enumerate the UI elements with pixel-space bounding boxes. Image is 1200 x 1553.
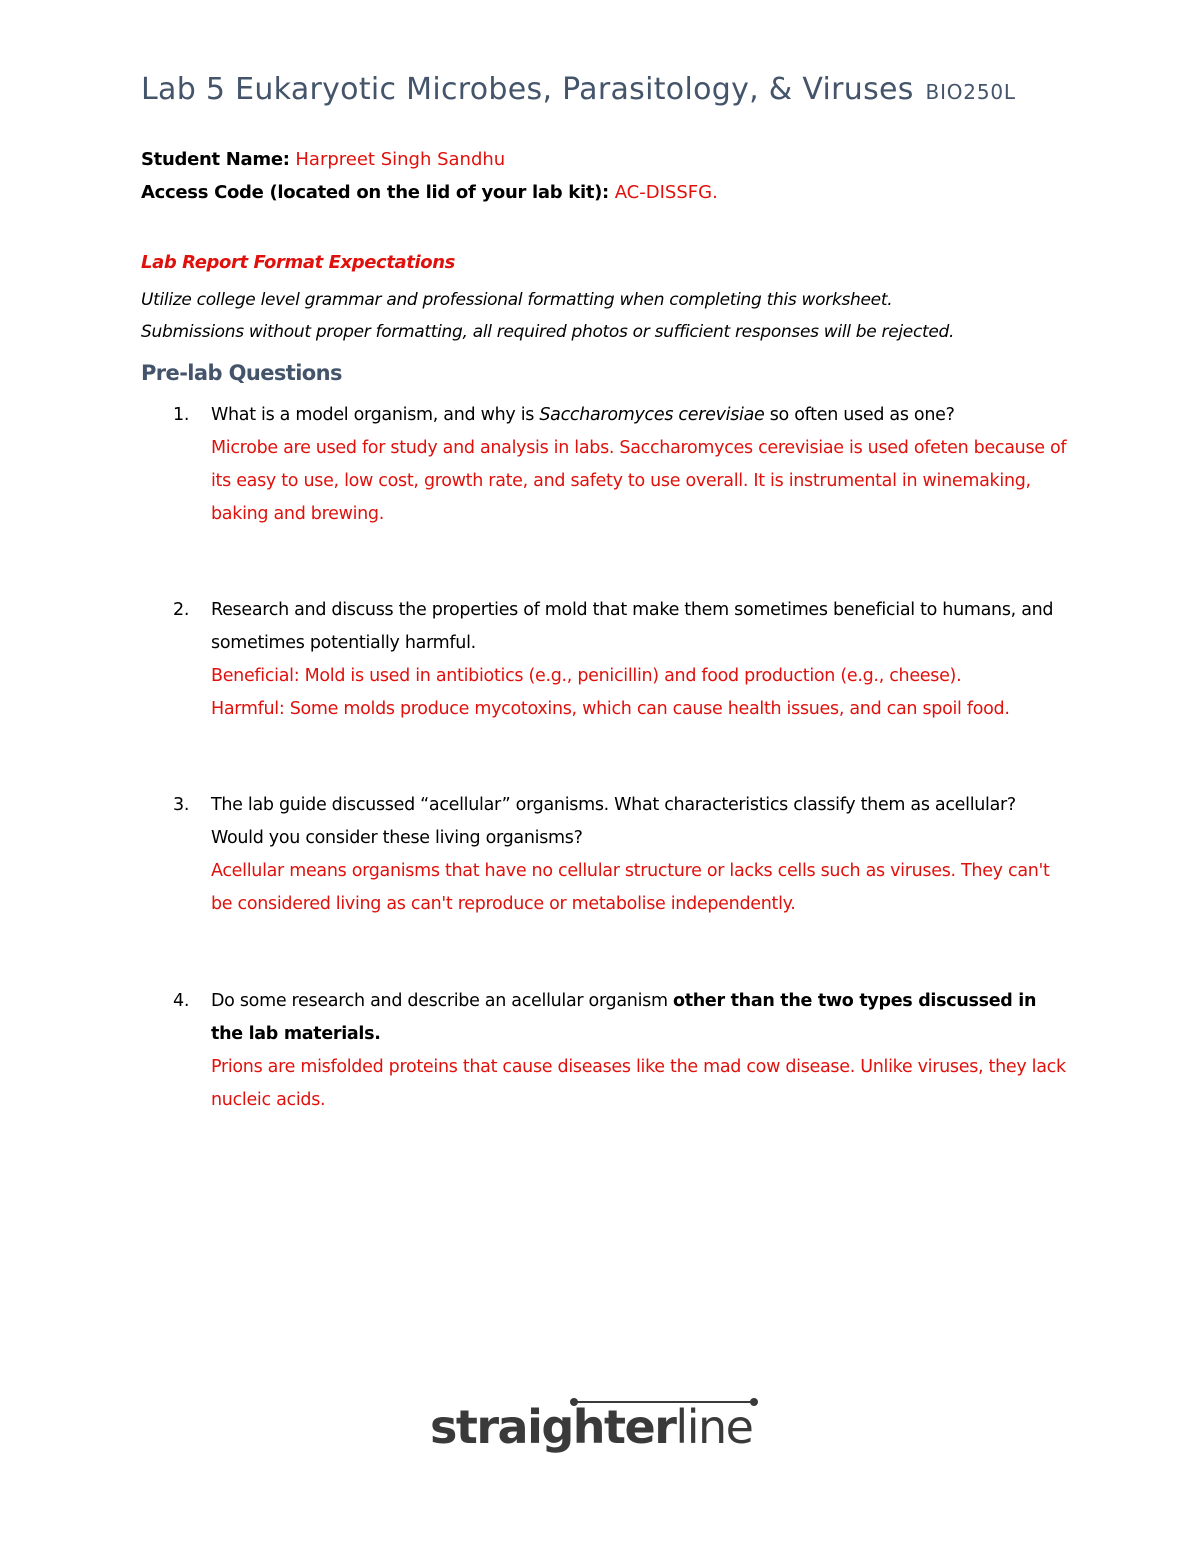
question-1 — [173, 399, 1073, 531]
question-text: Research and discuss the properties of mold that make them sometimes beneficial to humans, and sometimes potentially harmful. — [211, 600, 1054, 653]
question-number: 4. — [173, 991, 190, 1011]
logo-wordmark: straighterline — [430, 1400, 753, 1454]
title-text: Lab 5 Eukaryotic Microbes, Parasitology, & Viruses — [141, 72, 914, 107]
document-title — [141, 72, 1016, 107]
student-info — [141, 143, 718, 209]
answer-harmful: Harmful: Some molds produce mycotoxins, which can cause health issues, and can spoil food. — [211, 699, 1010, 719]
question-3 — [173, 789, 1073, 921]
access-code-row — [141, 176, 718, 209]
species-name: Saccharomyces cerevisiae — [539, 405, 765, 425]
answer-text: Acellular means organisms that have no cellular structure or lacks cells such as viruses. They can't be considered living as can't reproduce or metabolise independently. — [211, 861, 1050, 914]
question-text: What is a model organism, and why is Saccharomyces cerevisiae so often used as one? — [211, 405, 955, 425]
question-text: The lab guide discussed “acellular” organisms. What characteristics classify them as acellular? Would you consider these living organisms? — [211, 795, 1016, 848]
question-text: Do some research and describe an acellular organism other than the two types discussed in the lab materials. — [211, 991, 1037, 1044]
student-name-value: Harpreet Singh Sandhu — [295, 149, 506, 170]
course-code: BIO250L — [925, 80, 1016, 104]
access-code-value: AC-DISSFG. — [614, 182, 718, 203]
answer-text: Microbe are used for study and analysis in labs. Saccharomyces cerevisiae is used ofeten because of its easy to use, low cost, growth rate, and safety to use overall. It is instrumental in winemaking, baking and brewing. — [211, 438, 1067, 524]
format-line: Submissions without proper formatting, all required photos or sufficient responses will be rejected. — [141, 322, 955, 342]
question-number: 2. — [173, 600, 190, 620]
format-line: Utilize college level grammar and professional formatting when completing this worksheet. — [141, 290, 893, 310]
question-4 — [173, 985, 1073, 1117]
access-code-label: Access Code (located on the lid of your lab kit): — [141, 182, 609, 203]
student-name-row — [141, 143, 718, 176]
format-expectations-text — [141, 284, 954, 348]
emphasis-text: other than the two types discussed in the lab materials — [211, 991, 1037, 1044]
question-number: 1. — [173, 405, 190, 425]
question-number: 3. — [173, 795, 190, 815]
answer-text: Prions are misfolded proteins that cause diseases like the mad cow disease. Unlike viruses, they lack nucleic acids. — [211, 1057, 1066, 1110]
format-expectations-heading: Lab Report Format Expectations — [141, 252, 455, 273]
question-2 — [173, 594, 1073, 726]
student-name-label: Student Name: — [141, 149, 290, 170]
answer-beneficial: Beneficial: Mold is used in antibiotics (e.g., penicillin) and food production (e.g., cheese). — [211, 666, 962, 686]
straighterline-logo — [430, 1398, 760, 1460]
prelab-heading: Pre-lab Questions — [141, 361, 342, 385]
